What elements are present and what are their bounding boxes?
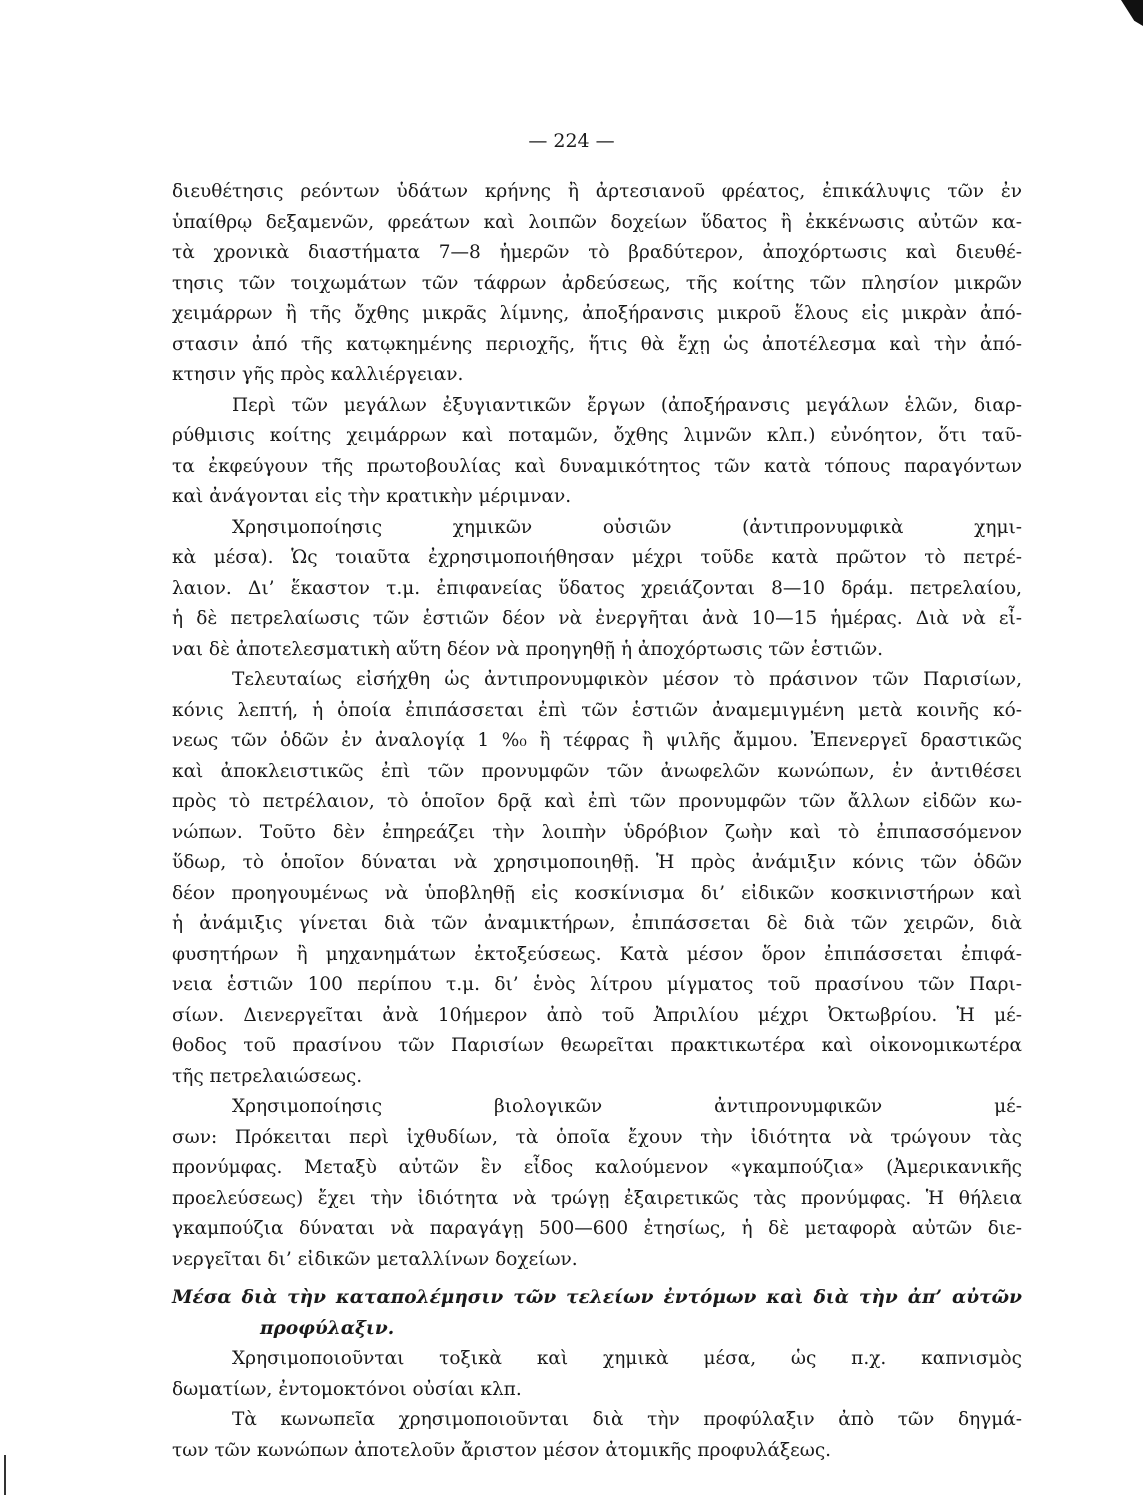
text-line: τα ἐκφεύγουν τῆς πρωτοβουλίας καὶ δυναμικότητος τῶν κατὰ τόπους παραγόντων <box>172 455 1022 477</box>
text-line: σίων. Διενεργεῖται ἀνὰ 10ήμερον ἀπὸ τοῦ Ἀπριλίου μέχρι Ὀκτωβρίου. Ἡ μέ- <box>172 1004 1022 1026</box>
text-line: θοδος τοῦ πρασίνου τῶν Παρισίων θεωρεῖται πρακτικωτέρα καὶ οἰκονομικωτέρα <box>172 1035 1022 1056</box>
text-line: ναι δὲ ἀποτελεσματικὴ αὕτη δέον νὰ προηγηθῇ ἡ ἀποχόρτωσις τῶν ἑστιῶν. <box>172 638 884 660</box>
text-line: δωματίων, ἐντομοκτόνοι οὐσίαι κλπ. <box>172 1378 522 1400</box>
text-line: Χρησιμοποίησις χημικῶν οὐσιῶν (ἀντιπρονυμφικὰ χημι- <box>232 516 1022 538</box>
text-line: Τελευταίως εἰσήχθη ὡς ἀντιπρονυμφικὸν μέσον τὸ πράσινον τῶν Παρισίων, <box>232 669 1022 690</box>
text-line: καὶ ἀνάγονται εἰς τὴν κρατικὴν μέριμναν. <box>172 486 572 507</box>
body-text <box>172 177 1022 1466</box>
text-line: χειμάρρων ἢ τῆς ὄχθης μικρᾶς λίμνης, ἀποξήρανσις μικροῦ ἕλους εἰς μικρὰν ἀπό- <box>172 303 1022 324</box>
text-line: κὰ μέσα). Ὡς τοιαῦτα ἐχρησιμοποιήθησαν μέχρι τοῦδε κατὰ πρῶτον τὸ πετρέ- <box>172 547 1022 568</box>
text-line: νεργεῖται δι’ εἰδικῶν μεταλλίνων δοχείων. <box>172 1248 578 1270</box>
text-line: γκαμπούζια δύναται νὰ παραγάγῃ 500—600 ἐτησίως, ἡ δὲ μεταφορὰ αὐτῶν διε- <box>172 1218 1022 1239</box>
text-line: Χρησιμοποιοῦνται τοξικὰ καὶ χημικὰ μέσα, ὡς π.χ. καπνισμὸς <box>232 1348 1022 1369</box>
section-heading-line: προφύλαξιν. <box>260 1317 395 1339</box>
scan-margin-mark <box>4 1455 6 1495</box>
text-line: τὰ χρονικὰ διαστήματα 7—8 ἡμερῶν τὸ βραδύτερον, ἀποχόρτωσις καὶ διευθέ- <box>172 242 1022 263</box>
text-line: προελεύσεως) ἔχει τὴν ἰδιότητα νὰ τρώγῃ ἐξαιρετικῶς τὰς προνύμφας. Ἡ θήλεια <box>172 1187 1022 1209</box>
text-line: διευθέτησις ρεόντων ὑδάτων κρήνης ἢ ἀρτεσιανοῦ φρέατος, ἐπικάλυψις τῶν ἐν <box>172 181 1022 202</box>
text-line: καὶ ἀποκλειστικῶς ἐπὶ τῶν προνυμφῶν τῶν ἀνωφελῶν κωνώπων, ἐν ἀντιθέσει <box>172 760 1022 782</box>
text-line: κόνις λεπτή, ἡ ὁποία ἐπιπάσσεται ἐπὶ τῶν ἑστιῶν ἀναμεμιγμένη μετὰ κοινῆς κό- <box>172 699 1022 721</box>
text-line: τῆς πετρελαιώσεως. <box>172 1065 363 1087</box>
scan-edge-mark <box>1121 0 1143 26</box>
text-line: σων: Πρόκειται περὶ ἰχθυδίων, τὰ ὁποῖα ἔχουν τὴν ἰδιότητα νὰ τρώγουν τὰς <box>172 1126 1022 1148</box>
text-line: προνύμφας. Μεταξὺ αὐτῶν ἓν εἶδος καλούμενον «γκαμπούζια» (Ἀμερικανικῆς <box>172 1157 1022 1178</box>
text-line: νώπων. Τοῦτο δὲν ἐπηρεάζει τὴν λοιπὴν ὑδρόβιον ζωὴν καὶ τὸ ἐπιπασσόμενον <box>172 821 1022 843</box>
text-line: κτησιν γῆς πρὸς καλλιέργειαν. <box>172 364 464 385</box>
text-line: Χρησιμοποίησις βιολογικῶν ἀντιπρονυμφικῶν μέ- <box>232 1096 1022 1117</box>
text-line: ὕδωρ, τὸ ὁποῖον δύναται νὰ χρησιμοποιηθῇ. Ἡ πρὸς ἀνάμιξιν κόνις τῶν ὁδῶν <box>172 852 1022 873</box>
text-line: δέον προηγουμένως νὰ ὑποβληθῇ εἰς κοσκίνισμα δι’ εἰδικῶν κοσκινιστήρων καὶ <box>172 882 1022 904</box>
text-line: πρὸς τὸ πετρέλαιον, τὸ ὁποῖον δρᾷ καὶ ἐπὶ τῶν προνυμφῶν τῶν ἄλλων εἰδῶν κω- <box>172 791 1022 812</box>
text-line: τησις τῶν τοιχωμάτων τῶν τάφρων ἀρδεύσεως, τῆς κοίτης τῶν πλησίον μικρῶν <box>172 272 1022 294</box>
text-line: νεως τῶν ὁδῶν ἐν ἀναλογίᾳ 1 %₀ ἢ τέφρας ἢ ψιλῆς ἄμμου. Ἐπενεργεῖ δραστικῶς <box>172 730 1022 751</box>
text-line: Τὰ κωνωπεῖα χρησιμοποιοῦνται διὰ τὴν προφύλαξιν ἀπὸ τῶν δηγμά- <box>232 1409 1022 1430</box>
text-line: νεια ἑστιῶν 100 περίπου τ.μ. δι’ ἑνὸς λίτρου μίγματος τοῦ πρασίνου τῶν Παρι- <box>172 974 1022 995</box>
text-line: των τῶν κωνώπων ἀποτελοῦν ἄριστον μέσον ἀτομικῆς προφυλάξεως. <box>172 1439 832 1461</box>
page-number: — 224 — <box>528 130 615 152</box>
text-line: ἡ δὲ πετρελαίωσις τῶν ἑστιῶν δέον νὰ ἐνεργῆται ἀνὰ 10—15 ἡμέρας. Διὰ νὰ εἶ- <box>172 608 1022 629</box>
text-line: ὑπαίθρῳ δεξαμενῶν, φρεάτων καὶ λοιπῶν δοχείων ὕδατος ἢ ἐκκένωσις αὐτῶν κα- <box>172 211 1022 233</box>
text-line: ἡ ἀνάμιξις γίνεται διὰ τῶν ἀναμικτήρων, ἐπιπάσσεται δὲ διὰ τῶν χειρῶν, διὰ <box>172 913 1022 934</box>
text-line: λαιον. Δι’ ἕκαστον τ.μ. ἐπιφανείας ὕδατος χρειάζονται 8—10 δράμ. πετρελαίου, <box>172 577 1022 599</box>
text-line: φυσητήρων ἢ μηχανημάτων ἐκτοξεύσεως. Κατὰ μέσον ὅρον ἐπιπάσσεται ἐπιφά- <box>172 943 1022 965</box>
text-line: Περὶ τῶν μεγάλων ἐξυγιαντικῶν ἔργων (ἀποξήρανσις μεγάλων ἑλῶν, διαρ- <box>232 394 1022 416</box>
text-line: στασιν ἀπό τῆς κατῳκημένης περιοχῆς, ἥτις θὰ ἔχῃ ὡς ἀποτέλεσμα καὶ τὴν ἀπό- <box>172 333 1022 355</box>
section-heading-line: Μέσα διὰ τὴν καταπολέμησιν τῶν τελείων ἐντόμων καὶ διὰ τὴν ἀπ’ αὐτῶν <box>172 1287 1022 1308</box>
text-line: ρύθμισις κοίτης χειμάρρων καὶ ποταμῶν, ὄχθης λιμνῶν κλπ.) εὐνόητον, ὅτι ταῦ- <box>172 425 1022 446</box>
